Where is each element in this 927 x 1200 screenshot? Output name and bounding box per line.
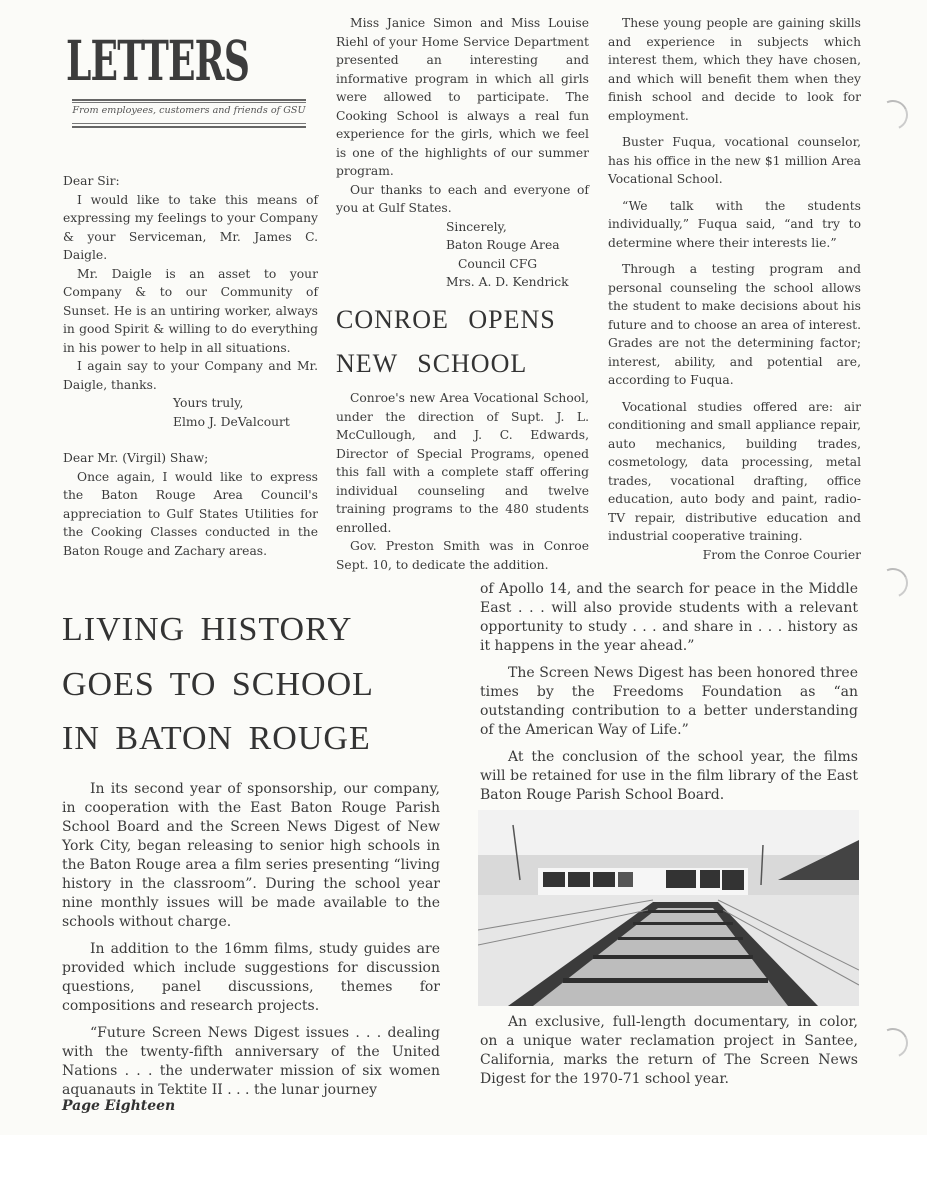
letter2-paragraph: Once again, I would like to express the Baton Rouge Area Council's appreciation to Gulf States Utilities for the Cooking Classes conducted in the Baton Rouge and Zachary areas. — [63, 469, 318, 558]
living-history-paragraph: In its second year of sponsorship, our company, in cooperation with the East Baton Rouge Parish School Board and the Screen News Digest of New York City, began releasing to senior high schools in the Baton Rouge area a film series presenting “living history in the classroom”. During the school year nine monthly issues will be made available to the schools without charge. — [62, 781, 440, 930]
letter1-closing: Yours truly, — [173, 396, 244, 410]
letters-column-2 — [336, 14, 589, 292]
living-history-paragraph: In addition to the 16mm films, study guides are provided which include suggestions for discussion questions, panel discussions, themes for compositions and research projects. — [62, 941, 440, 1014]
living-history-left-column — [62, 780, 440, 1100]
letter1-paragraph: I again say to your Company and Mr. Daigle, thanks. — [63, 359, 318, 392]
conroe-paragraph: Vocational studies offered are: air conditioning and small appliance repair, auto mechanics, building trades, cosmetology, data processing, metal trades, vocational drafting, office education, auto body and paint, radio-TV repair, distributive education and industrial cooperative training. — [608, 399, 861, 543]
letter1-paragraph: Mr. Daigle is an asset to your Company & to our Community of Sunset. He is an untiring worker, always in good Spirit & willing to do everything in his power to help in all situations. — [63, 266, 318, 355]
living-history-headline-line3: IN BATON ROUGE — [62, 720, 371, 757]
letter2-paragraph: Our thanks to each and everyone of you at Gulf States. — [336, 182, 589, 215]
letters-column-1 — [63, 172, 318, 560]
letter1-signature: Elmo J. DeValcourt — [173, 414, 290, 429]
letter2-signature-line: Mrs. A. D. Kendrick — [446, 275, 569, 289]
conroe-paragraph: “We talk with the students individually,” Fuqua said, “and try to determine where their interests lie.” — [608, 198, 861, 250]
living-history-paragraph: “Future Screen News Digest issues . . . dealing with the twenty-fifth anniversary of the United Nations . . . the underwater mission of six women aquanauts in Tektite II . . . the lunar journey — [62, 1025, 440, 1098]
conroe-paragraph: Through a testing program and personal counseling the school allows the student to make decisions about his future and to choose an area of interest. Grades are not the determining factor; interest, ability, and potential are, according to Fuqua. — [608, 262, 861, 387]
letter1-salutation: Dear Sir: — [63, 174, 120, 188]
photo-caption — [480, 1013, 858, 1089]
living-history-headline-line2: GOES TO SCHOOL — [62, 666, 374, 703]
conroe-column-3 — [608, 14, 861, 564]
masthead-rule-top-thin — [72, 102, 306, 103]
photo-caption-text: An exclusive, full-length documentary, in color, on a unique water reclamation project in Santee, California, marks the return of The Screen News Digest for the 1970-71 school year. — [480, 1014, 858, 1087]
letter1-paragraph: I would like to take this means of expressing my feelings to your Company & your Serviceman, Mr. James C. Daigle. — [63, 192, 318, 262]
living-history-paragraph: The Screen News Digest has been honored three times by the Freedoms Foundation as “an outstanding contribution to a better understanding of the American Way of Life.” — [480, 665, 858, 738]
living-history-right-column — [480, 580, 858, 805]
masthead-rule-top — [72, 99, 306, 101]
letter2-paragraph: Miss Janice Simon and Miss Louise Riehl of your Home Service Department presented an interesting and informative program in which all girls were allowed to participate. The Cooking School is always a real fun experience for the girls, which we feel is one of the highlights of our summer program. — [336, 16, 589, 178]
letter2-salutation: Dear Mr. (Virgil) Shaw; — [63, 451, 209, 465]
letter2-signature-line: Council CFG — [458, 256, 538, 271]
living-history-headline-line1: LIVING HISTORY — [62, 611, 353, 648]
conroe-source: From the Conroe Courier — [702, 547, 861, 562]
conroe-headline-line1: CONROE OPENS — [336, 305, 556, 334]
conroe-paragraph: Gov. Preston Smith was in Conroe Sept. 10, to dedicate the addition. — [336, 539, 589, 572]
masthead-rule-bottom-thin — [72, 123, 306, 124]
letter2-closing: Sincerely, — [446, 219, 507, 234]
letters-subtitle: From employees, customers and friends of GSU — [72, 105, 306, 116]
water-reclamation-photo — [478, 810, 859, 1006]
conroe-headline-line2: NEW SCHOOL — [336, 349, 528, 378]
living-history-paragraph: At the conclusion of the school year, the films will be retained for use in the film library of the East Baton Rouge Parish School Board. — [480, 749, 858, 803]
water-basin-illustration — [478, 810, 859, 1006]
masthead-rule-bottom — [72, 126, 306, 128]
page-number: Page Eighteen — [62, 1098, 176, 1114]
conroe-paragraph: Buster Fuqua, vocational counselor, has his office in the new $1 million Area Vocational School. — [608, 135, 861, 186]
conroe-column-2 — [336, 389, 589, 574]
conroe-paragraph: These young people are gaining skills and experience in subjects which interest them, which they have chosen, and which will benefit them when they finish school and decide to look for employment. — [608, 16, 861, 123]
living-history-continuation: of Apollo 14, and the search for peace in the Middle East . . . will also provide students with a relevant opportunity to study . . . and share in . . . history as it happens in the year ahead.” — [480, 581, 858, 654]
letters-title: LETTERS — [66, 30, 250, 94]
conroe-paragraph: Conroe's new Area Vocational School, under the direction of Supt. J. L. McCullough, and J. C. Edwards, Director of Special Programs, opened this fall with a complete staff offering individual counseling and twelve training programs to the 480 students enrolled. — [336, 391, 589, 535]
letter2-signature-line: Baton Rouge Area — [446, 238, 560, 252]
